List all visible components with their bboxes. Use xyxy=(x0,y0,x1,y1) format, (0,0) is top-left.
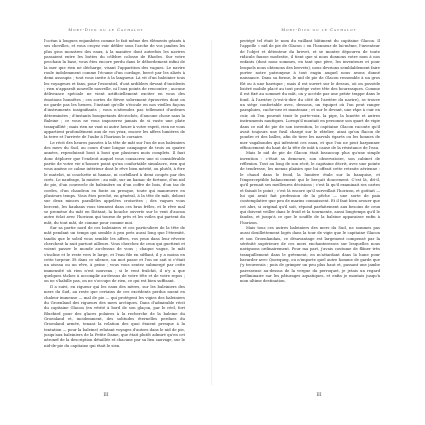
paragraph: Sur sa partie nord de ces baleiniers et ces particuliers de la tête de mât pendant un temps qui semble à peu près aussi long que l'éternité, tandis que le soleil vous semble les affres, vos yeux dans leur rêverie cherchent la nuit partout ailleurs. Vous cherchez de ceux qui guettent et voient passer le monde au-dessus de vous ; chaque vague, le mât s'incline et le reste vers le large, et l'eau file en sifflant, il y a moins en cette torpeur. Et dans ce silence, un mot passe et l'on ne sait si c'était un oiseau ou un rêve, à peine ; vous vous sentez submergé par cette immensité où rien n'est nouveau ; si le vent fraîchit, il n'y a que quelques tâches à accomplir au-dessus de votre tête et de votre repos ; on ne s'habille pas, on ne s'occupe de rien, ce qui est bien suffisant. xyxy=(44,225,185,284)
running-head: Moby-Dick ou le Cachalot xyxy=(68,28,144,32)
running-head: Moby-Dick ou le Cachalot xyxy=(281,28,357,32)
page-body xyxy=(44,38,185,376)
paragraph: l'océan à longues enjambées comme le fait même des éléments géants à ses chevilles, et vous croyez voir défiler sous l'arche de vos jambes les plus gros monstres des eaux, à la manière dont autrefois les navires passaient entre les bottes du célèbre colosse de Rhodes. Sur votre prochain la base, vous êtes encore perdu dans le débordement infini de la mer que rien ne décharge, visant l'apparition des vagues. Le navire roule indolemment comme l'écume d'un cordage, bercé par les alizés à demi assoupis ; tout vous invite à la langueur. Là vit d'un baleinier tous les voyageurs et fans, pour l'essentiel, d'ont ardiblers devant d'incidents ; rien n'apparaît nouvelle nouvelle, ni l'aux points de rencontre ; aucune délivrance spéciale ne vient artificiellement exciter en vous des émotions honnêtes ; ces sortes de fièvre sobrement éprouvées dont on ne garde pas les heures, l'instant qu'elle s'écoule en nos vieilles façons d'instruments insignifiants ; vous n'attendez pas tellement d'ardeurs déterminées ; d'instants bouquetants décrochés, d'aucune chose sans la Baleine ; ce vous ne vous imposerez jamais de si vaste une plate tranquillité ; mais rien ne vaut ni autre heure à votre esprit, rien ne vous appartient profondément aux de vos yeux, encore les affres lumières de la terre et l'arrivée de l'aube à l'horizon le corsaire. xyxy=(44,38,185,140)
page-body xyxy=(240,38,380,376)
paragraph: Le récit des heures passées à la tête de mât sur l'un de nos baleiniers des mers du Sud, au cours d'une longue campagne de trois ou quatre années, reproduirait bout à bout que plusieurs mois complets. Il faut donc déplorer que l'endroit auquel vous consacrez une si considérable partie de votre vie n'honore point qu'un confortable simulacre, rien qui vous amène ce calme intérieur dont le rêve bien mérité, ou plutôt, à être le matelot, ni couchette ni hamac, ni corbillard à demi coupés par des cirés. Le naufrage, la misère : au mât, sur un hamac de fortune, d'un nid de pie, d'un couvercle de baleinière ou d'un coffre de bois, d'un tas de cordes, d'un chaudron en fonte ou presque, toute qui manœuvre en plusieurs temps. Vous êtes perché, en général, à la tête de mât, debout sur deux minces parallèles appelées croisettes ; des vagues vous bercent, les haubans vous tiennent dans ces bras frêles, et le rêve mal se promène du mât en flottant, la bouche ouverte sur le vent d'aucun autre éclat avec l'horizon qui tourne de près et les voiles qui partent du mât, du tout mât, de comme pour comme moi. xyxy=(44,139,185,225)
paragraph: Mais le nid de pie de Glacon était beaucoup plus qu'une simple invention : c'était sa demeure, son observatoire, son cabinet de réflexion. Tout au long de son récit, le capitaine décrit, avec une pointe de tendresse, les menus plaisirs que lui offrait cette retraite aérienne : le chaud dans le froid, la lumière étale sur la banquise, et l'imperceptible balancement qui le berçait doucement. C'est là, dit-il, qu'il prenait ses meilleures décisions ; c'est là qu'il examinait ses cartes et faisait le point ; c'est là encore qu'il surveillait l'horizon, et goûtait — lui qui avait fait profession de la pêche — une sorte de paix contemplative que peu de marins connaissent. Et il faut bien avouer que cet abri, si original qu'il soit, répond parfaitement aux besoins de ceux qui doivent veiller dans le froid et la tourmente, aussi longtemps qu'il le faudra, et jusqu'à ce que le souffle de la baleine apparaisse enfin à l'horizon. xyxy=(240,150,380,225)
paragraph: Il a suivi, en rigueur qui les eaux des mères, sur les baleiniers des mers du Sud, au reste que certains de ces excédents perdus nuent en chaleur immense — mal de pie — qui protègent les vigies des baleiniers du Groenland des rigueurs des mers arctiques. Dans d'admirable récit du capitaine Glacon (en vérité à bord de son glaçon, par le réel, fort Bluebird pour des glaces polaires à la recherche de la baleine du Groenland et, incidemment, des solitudes éternelles perdues du Groenland armée, tenant la relation des quoi étaient presque à la tentation — pour la baleine) relatant voyages d'autres dans le nid de pie, jusqu'aux baleiniers de la Petite Dame, que était plutôt admiré qu'en cet aéronef de la description détaillée et chacune par sa lieu sauvage, sur le nid-de-pie du capitaine qui était le sien. xyxy=(44,283,185,348)
right-page xyxy=(213,0,425,425)
paragraph: Mais tous ces autres baleiniers des mers du Sud, ne sommes pas aussi douillettement logés dans la tour de vigie que le capitaine Glacon et son Groenlandais, ce désavantage est largement compensé par la sérénité supérieure de ces mers enchanteresses sur lesquelles nous naviguons ordinairement. Pour ma part, j'avais coutume de flâner très tranquillement dans le gréement, en m'attardant dans la hune pour bavarder avec Queequeg, ou n'importe quel autre homme de garde que j'y trouverais ; puis de grimper un peu plus haut et, passant une jambe paresseuse au-dessus de la vergue du perroquet, je jetais un regard préliminaire sur les pâturages aquatiques, et enfin je montais jusqu'à mon ultime destination. xyxy=(240,225,380,284)
page-number: III xyxy=(103,392,109,397)
gutter-divider xyxy=(211,40,212,385)
left-page xyxy=(0,0,212,425)
paragraph: protégé tel était le nom du vaillant bâtiment du capitaine Glacon. Il l'appelle « nid de pie de Glacon » en l'honneur de lui-même, l'inventeur de l'objet et détenteur du brevet, et se montre dépourvu de toute ridicule fausse modestie, il tient que si nous donnons votre nom à nos enfants (dont nous sommes, en tant que père, les inventeurs et pour lesquels nous obtenons des brevets), nous devrions semblablement faire porter notre patronyme à tout engin auquel nous avons donné naissance. Dans sa forme, le nid de pie de Glacon ressemble à un gros fût ou à une barrique ; mais il est ouvert sur le dessus, où on possède lisiéré mobile placé au tout protège votre tête des bourrasques. Comme il est fixé au sommet du mât, on y accède par une petite trappe dans le fond. À l'arrière (c'est-à-dire du côté de l'arrière du navire), se trouve un siège confortable avec, dessous, un équipet où l'on peut ranger parapluies, cache-nez et manteaux ; et sur le devant, une râpe à cuir en cuir, où l'on pouvait tenir le porte-voix, la pipe, la lunette et autres instruments nautiques. Lorsqu'il montait en personne son quart de vigie dans ce nid de pie de son invention, le capitaine Glacon raconte qu'il avait toujours une fusil chargé sur le râtelier, ainsi qu'un flacon de poudre et des balles, afin de tirer les narvals égarés ou les bonnes de mer vagabondes qui infestent ces eaux, et que l'on ne peut harponner efficacement du haut de la tête de mât à cause de la résistance de l'eau. xyxy=(240,38,380,150)
page-number: III xyxy=(316,392,322,397)
